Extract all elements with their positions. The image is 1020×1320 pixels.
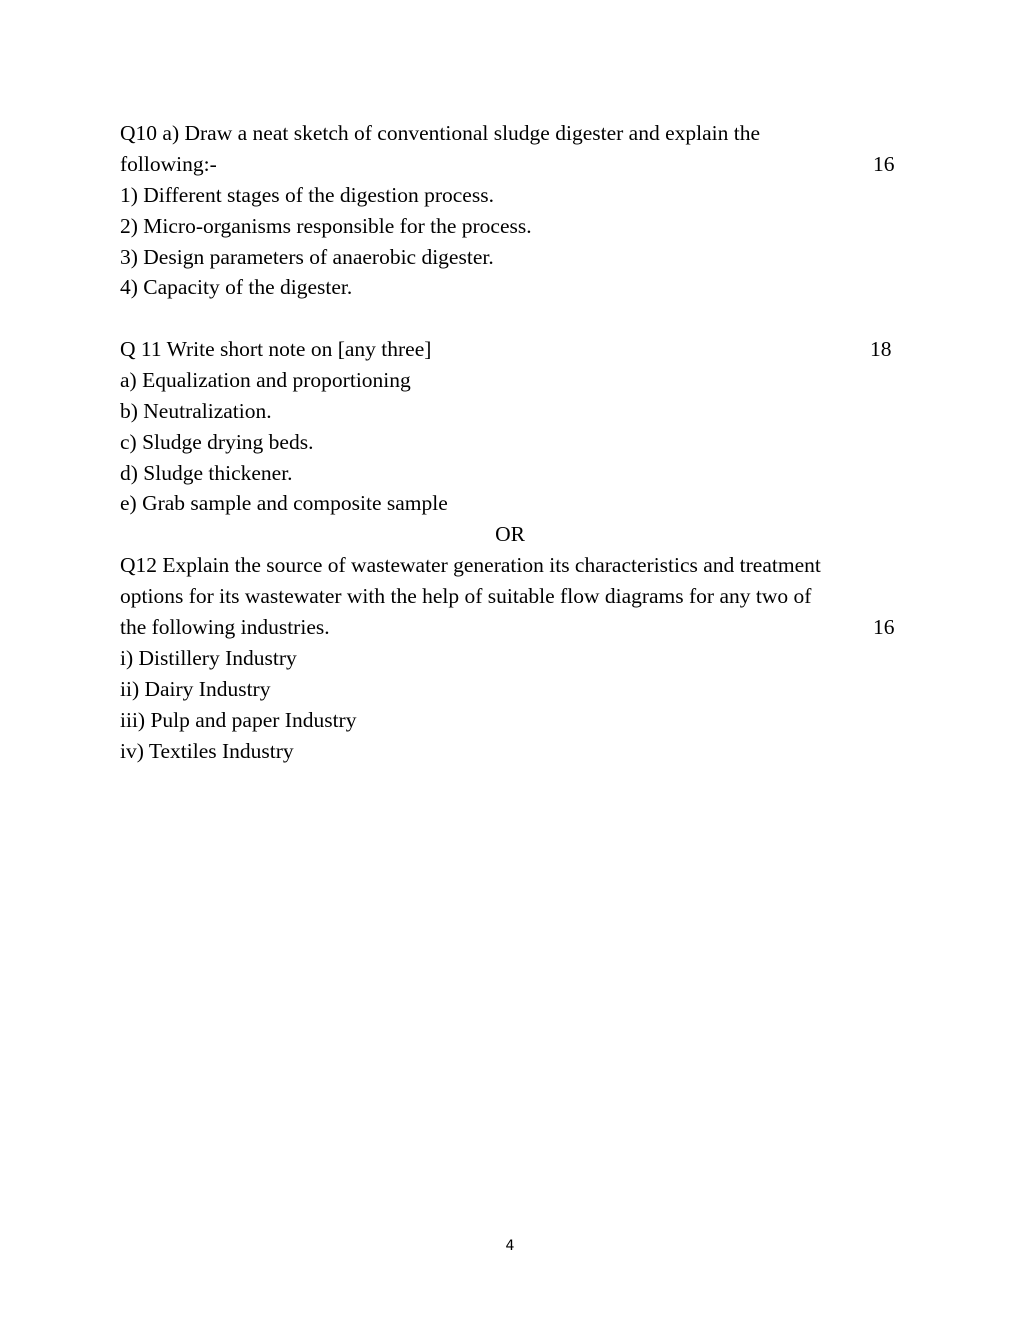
q12-marks: 16 [873,615,895,639]
q10-item-2: 2) Micro-organisms responsible for the process. [120,214,532,238]
q12-stem-line-1: Q12 Explain the source of wastewater generation its characteristics and treatment [120,553,821,577]
q10-item-1: 1) Different stages of the digestion process. [120,183,494,207]
q10-item-3: 3) Design parameters of anaerobic digester. [120,245,494,269]
q12-stem-line-2: options for its wastewater with the help of suitable flow diagrams for any two of [120,584,812,608]
q12-item-iv: iv) Textiles Industry [120,739,294,763]
q11-item-d: d) Sludge thickener. [120,461,293,485]
q10-marks: 16 [873,152,895,176]
page-number: 4 [505,1238,515,1254]
q12-item-i: i) Distillery Industry [120,646,297,670]
q11-stem: Q 11 Write short note on [any three] [120,337,432,361]
or-separator: OR [495,522,525,546]
q11-marks: 18 [870,337,892,361]
q11-item-b: b) Neutralization. [120,399,272,423]
q11-item-e: e) Grab sample and composite sample [120,491,448,515]
q11-item-c: c) Sludge drying beds. [120,430,314,454]
q10-stem-line-2: following:- [120,152,217,176]
q11-item-a: a) Equalization and proportioning [120,368,411,392]
q10-stem-line-1: Q10 a) Draw a neat sketch of conventional sludge digester and explain the [120,121,761,145]
q10-item-4: 4) Capacity of the digester. [120,275,353,299]
q12-stem-line-3: the following industries. [120,615,330,639]
q12-item-ii: ii) Dairy Industry [120,677,271,701]
q12-item-iii: iii) Pulp and paper Industry [120,708,357,732]
